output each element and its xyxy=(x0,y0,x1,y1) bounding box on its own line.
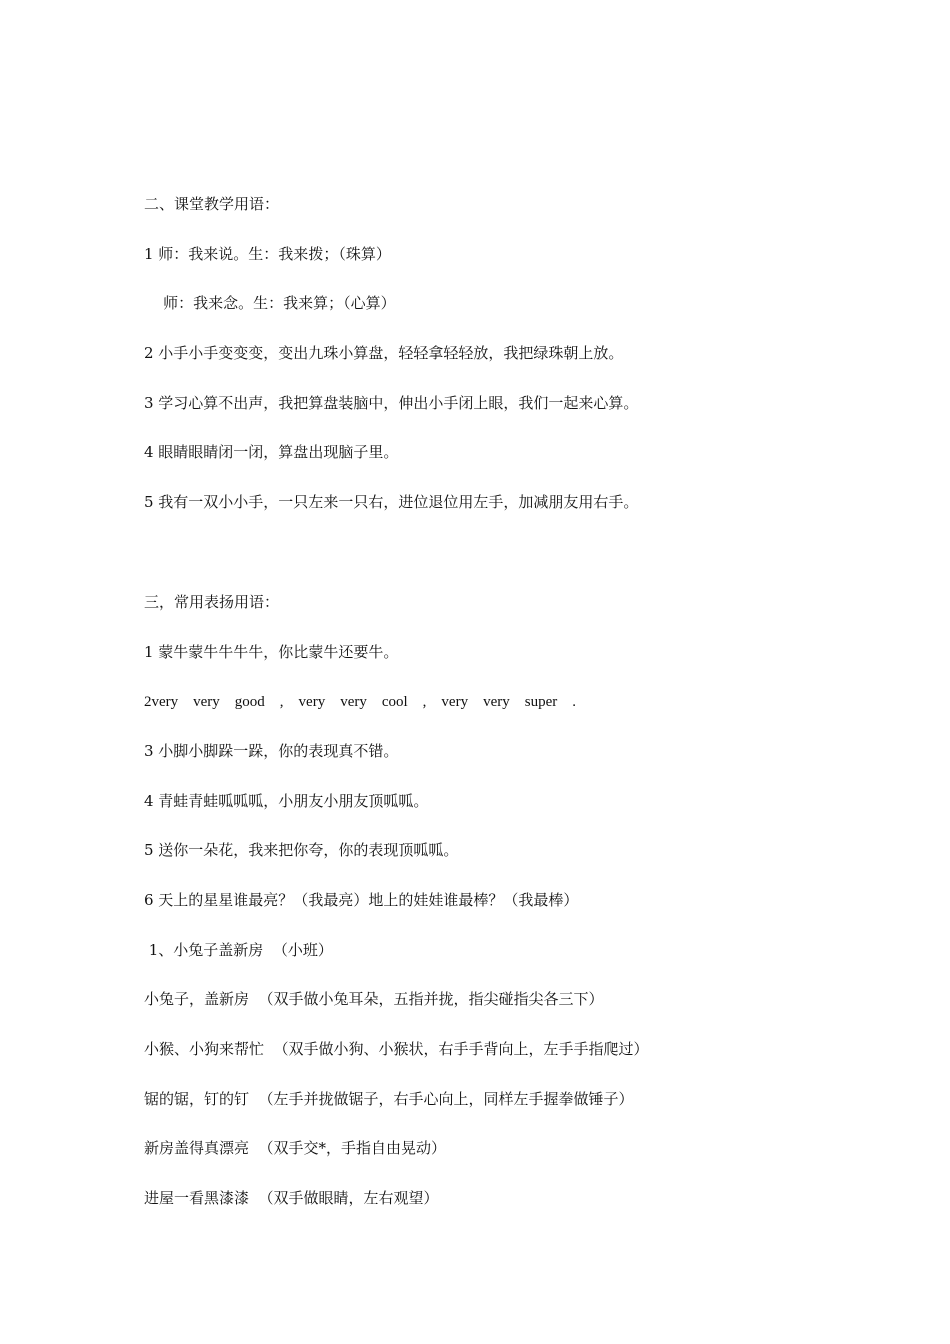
classroom-phrase-2: 2 小手小手变变变，变出九珠小算盘，轻轻拿轻轻放，我把绿珠朝上放。 xyxy=(144,344,624,362)
praise-phrase-5: 5 送你一朵花，我来把你夸，你的表现顶呱呱。 xyxy=(144,841,459,859)
rhyme-line-5: 进屋一看黑漆漆 （双手做眼睛，左右观望） xyxy=(144,1189,439,1207)
classroom-phrase-4: 4 眼睛眼睛闭一闭，算盘出现脑子里。 xyxy=(144,443,399,461)
praise-phrase-1: 1 蒙牛蒙牛牛牛牛，你比蒙牛还要牛。 xyxy=(144,643,399,661)
classroom-phrase-5: 5 我有一双小小手，一只左来一只右，进位退位用左手，加减朋友用右手。 xyxy=(144,493,639,511)
rhyme-title: 1、小兔子盖新房 （小班） xyxy=(144,941,333,959)
praise-phrase-3: 3 小脚小脚跺一跺，你的表现真不错。 xyxy=(144,742,399,760)
section-heading-classroom-phrases: 二、课堂教学用语： xyxy=(144,195,280,213)
section-heading-praise-phrases: 三，常用表扬用语： xyxy=(144,593,280,611)
classroom-phrase-1: 1 师：我来说。生：我来拨；（珠算） xyxy=(144,245,391,263)
rhyme-line-2: 小猴、小狗来帮忙 （双手做小狗、小猴状，右手手背向上，左手手指爬过） xyxy=(144,1040,649,1058)
rhyme-line-1: 小兔子，盖新房 （双手做小兔耳朵，五指并拢，指尖碰指尖各三下） xyxy=(144,990,604,1008)
praise-phrase-4: 4 青蛙青蛙呱呱呱，小朋友小朋友顶呱呱。 xyxy=(144,792,429,810)
classroom-phrase-1b: 师：我来念。生：我来算；（心算） xyxy=(144,294,396,312)
rhyme-line-3: 锯的锯，钉的钉 （左手并拢做锯子，右手心向上，同样左手握拳做锤子） xyxy=(144,1090,634,1108)
praise-phrase-2-english: 2very very good , very very cool , very very super . xyxy=(144,694,576,710)
praise-phrase-6: 6 天上的星星谁最亮？（我最亮）地上的娃娃谁最棒？（我最棒） xyxy=(144,891,579,909)
rhyme-line-4: 新房盖得真漂亮 （双手交*，手指自由晃动） xyxy=(144,1139,447,1157)
classroom-phrase-3: 3 学习心算不出声，我把算盘装脑中，伸出小手闭上眼，我们一起来心算。 xyxy=(144,394,639,412)
